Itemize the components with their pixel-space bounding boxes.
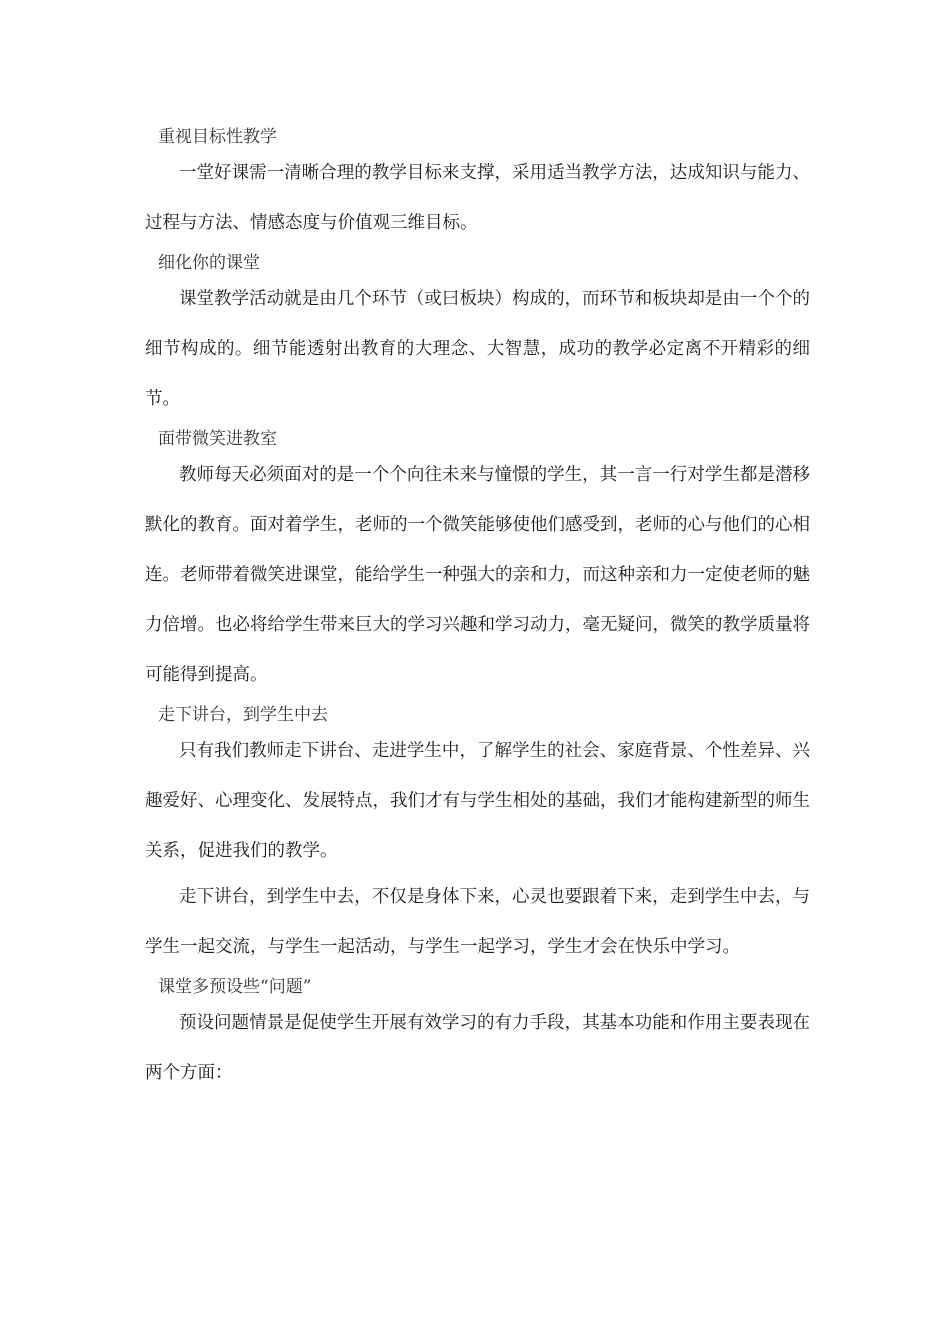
section-paragraph: 走下讲台，到学生中去，不仅是身体下来，心灵也要跟着下来，走到学生中去，与学生一起交流，与学生一起活动，与学生一起学习，学生才会在快乐中学习。 xyxy=(145,887,810,957)
section-heading: 课堂多预设些“问题” xyxy=(158,977,312,997)
section-heading: 走下讲台，到学生中去 xyxy=(158,705,328,725)
section-preset-questions xyxy=(145,972,810,1098)
section-heading: 细化你的课堂 xyxy=(158,253,260,273)
section-step-down xyxy=(145,700,810,972)
section-paragraph: 课堂教学活动就是由几个环节（或曰板块）构成的，而环节和板块却是由一个个的细节构成的。细节能透射出教育的大理念、大智慧，成功的教学必定离不开精彩的细节。 xyxy=(145,289,810,409)
section-paragraph: 一堂好课需一清晰合理的教学目标来支撑，采用适当教学方法，达成知识与能力、过程与方法、情感态度与价值观三维目标。 xyxy=(145,163,810,233)
section-refine-classroom xyxy=(145,248,810,424)
section-smile xyxy=(145,424,810,700)
section-heading: 重视目标性教学 xyxy=(158,127,277,147)
section-paragraph: 只有我们教师走下讲台、走进学生中，了解学生的社会、家庭背景、个性差异、兴趣爱好、心理变化、发展特点，我们才有与学生相处的基础，我们才能构建新型的师生关系，促进我们的教学。 xyxy=(145,741,810,861)
section-paragraph: 教师每天必须面对的是一个个向往未来与憧憬的学生，其一言一行对学生都是潜移默化的教育。面对着学生，老师的一个微笑能够使他们感受到，老师的心与他们的心相连。老师带着微笑进课堂，能给学生一种强大的亲和力，而这种亲和力一定使老师的魅力倍增。也必将给学生带来巨大的学习兴趣和学习动力，毫无疑问，微笑的教学质量将可能得到提高。 xyxy=(145,465,810,685)
section-paragraph: 预设问题情景是促使学生开展有效学习的有力手段，其基本功能和作用主要表现在两个方面： xyxy=(145,1013,810,1083)
section-heading: 面带微笑进教室 xyxy=(158,429,277,449)
section-goal-teaching xyxy=(145,122,810,248)
document-body xyxy=(145,122,810,1098)
